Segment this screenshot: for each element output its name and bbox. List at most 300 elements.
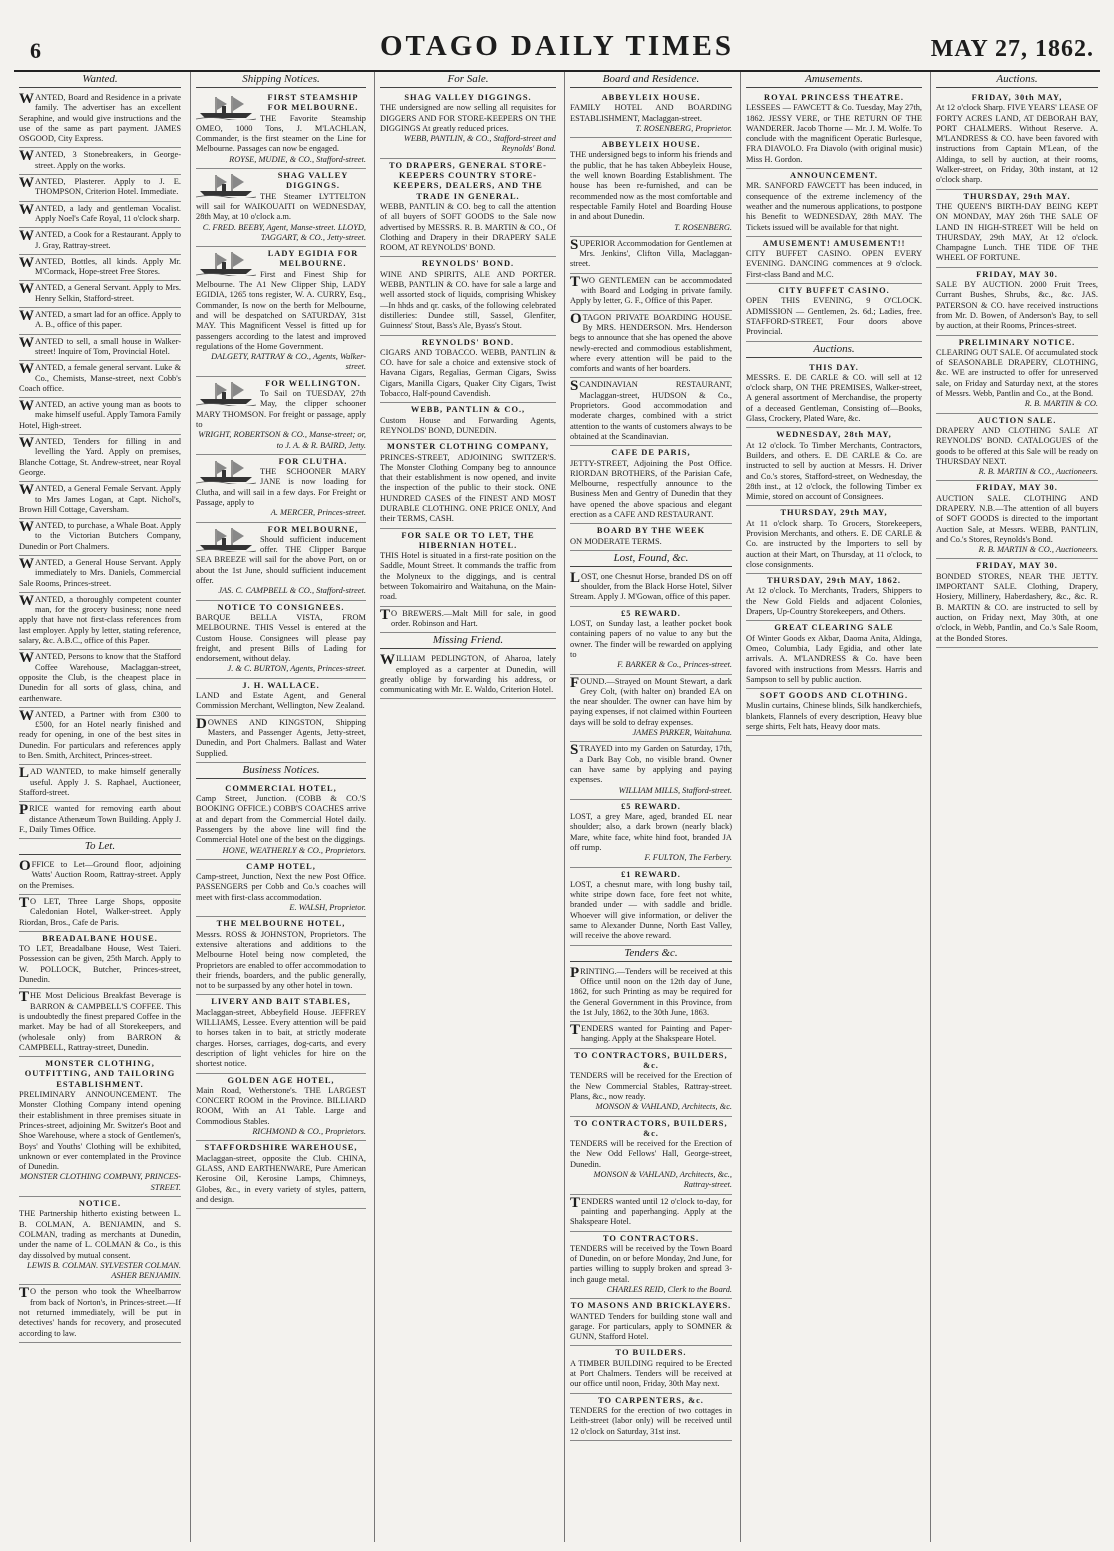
drop-cap: W xyxy=(19,482,34,499)
advertisement xyxy=(19,989,181,1057)
ad-body-text: A TIMBER BUILDING required to be Erected at Port Chalmers. Tenders will be received at our office until noon, Friday, 30th May next. xyxy=(570,1358,732,1389)
advertisement xyxy=(746,284,922,341)
ad-body-text: AD WANTED, to make himself generally useful. Apply J. S. Raphael, Auctioneer, Stafford-street. xyxy=(19,767,181,797)
ad-body-text: TENDERS will be received for the Erection of the New Commercial Stables, Rattray-street. Plans, &c., now ready. xyxy=(570,1071,732,1101)
ad-body-text: ANTED, Tenders for filling in and levelling the Yard. Apply on premises, Blanche Cottage, St. Andrew-street, near Royal George. xyxy=(19,437,181,477)
advertisement xyxy=(936,190,1098,268)
ad-body-text: THE undersigned begs to inform his friends and the public, that he has taken Abbeyleix House, the well known Boarding Establishment. The house has been re-furnished, and can be recommended now as the most comfortable and respectable Family Hotel and Boarding House in and about Dunedin. xyxy=(570,150,732,222)
section-heading: Auctions. xyxy=(746,342,922,358)
advertisement xyxy=(196,601,366,679)
advertisement xyxy=(936,336,1098,414)
ad-heading: CITY BUFFET CASINO. xyxy=(778,286,890,296)
advertisement xyxy=(19,765,181,802)
ad-body-text: To Sail on TUESDAY, 27th May, the clipper schooner MARY THOMSON. For freight or passage, apply to xyxy=(196,389,366,429)
advertisement xyxy=(19,482,181,519)
ad-heading: TO BUILDERS. xyxy=(615,1348,687,1358)
advertisement xyxy=(570,570,732,607)
drop-cap: W xyxy=(19,435,34,452)
advertisement xyxy=(19,895,181,932)
advertisement xyxy=(196,455,366,523)
ad-heading: THURSDAY, 29th MAY. xyxy=(963,191,1071,201)
advertisement xyxy=(19,148,181,175)
advertisement xyxy=(19,435,181,482)
ad-body-text: ANTED, to purchase, a Whale Boat. Apply to the Victorian Butchers Company, Dunedin or Port Chalmers. xyxy=(19,521,181,551)
ad-body-text: ON MODERATE TERMS. xyxy=(570,536,662,546)
newspaper-column xyxy=(374,72,561,1542)
ad-body-text: Muslin curtains, Chinese blinds, Silk handkerchiefs, blankets, Flannels of every description, Heavy blue serge shirts, Felt hats, Heavy door mats. xyxy=(746,701,922,732)
ad-signature: JAS. C. CAMPBELL & CO., Stafford-street. xyxy=(218,586,366,596)
ad-body-text: CANDINAVIAN RESTAURANT, Maclaggan-street, HUDSON & Co., Proprietors. Good accommodation and moderate charges, combined with a strict attention to the wants of customers always to be obtained at the Scandinavian. xyxy=(570,380,732,441)
ad-heading: PRELIMINARY NOTICE. xyxy=(958,337,1076,347)
newspaper-column xyxy=(930,72,1103,1542)
advertisement xyxy=(196,917,366,995)
ad-heading: MONSTER CLOTHING COMPANY, xyxy=(386,442,550,452)
advertisement xyxy=(19,858,181,895)
ad-heading: THIS DAY. xyxy=(809,362,859,372)
ad-signature: ROYSE, MUDIE, & CO., Stafford-street. xyxy=(229,154,366,164)
advertisement xyxy=(196,1074,366,1142)
ad-heading: £5 REWARD. xyxy=(621,801,681,811)
ad-body-text: CLEARING OUT SALE. Of accumulated stock of SEASONABLE DRAPERY, CLOTHING, &c. WE are instructed to offer for unreserved sale, on Friday and Saturday next, at the stores of Messrs. Webb, Pantlin and Co., at the Bond. xyxy=(936,347,1098,399)
ad-body-text: THE Steamer LYTTELTON will sail for WAIKOUAITI on WEDNESDAY, 28th May, at 10 o'clock a.m. xyxy=(196,191,366,222)
advertisement xyxy=(570,607,732,675)
ad-heading: BOARD BY THE WEEK xyxy=(596,526,706,536)
ad-heading: SHAG VALLEY DIGGINGS. xyxy=(404,93,532,102)
ad-heading: J. H. WALLACE. xyxy=(242,680,320,690)
drop-cap: W xyxy=(19,308,34,325)
section-heading: Wanted. xyxy=(19,72,181,88)
drop-cap: W xyxy=(19,592,34,609)
ad-body-text: UPERIOR Accommodation for Gentlemen at Mrs. Jenkins', Clifton Villa, Maclaggan-street. xyxy=(570,238,732,269)
advertisement xyxy=(196,860,366,917)
advertisement xyxy=(570,868,732,946)
ad-heading: REYNOLDS' BOND. xyxy=(421,337,515,347)
ad-heading: THE MELBOURNE HOTEL, xyxy=(216,919,346,929)
ad-heading: BREADALBANE HOUSE. xyxy=(42,933,158,943)
ad-body-text: O BREWERS.—Malt Mill for sale, in good order. Robinson and Hart. xyxy=(391,608,556,628)
ad-signature: E. WALSH, Proprietor. xyxy=(289,903,366,913)
ad-heading: AUCTION SALE. xyxy=(977,415,1057,425)
ad-body-text: FFICE to Let—Ground floor, adjoining Watts' Auction Room, Rattray-street. Apply on the Premises. xyxy=(19,860,181,890)
advertisement xyxy=(746,237,922,284)
advertisement xyxy=(196,247,366,377)
ad-body-text: O the person who took the Wheelbarrow from back of Norton's, in Princes-street.—If not returned immediately, will be put in detectives' hands for recovery, and prosecuted according to law. xyxy=(19,1287,181,1338)
advertisement xyxy=(570,378,732,446)
drop-cap: W xyxy=(19,175,34,192)
ad-signature: F. BARKER & Co., Princes-street. xyxy=(617,660,732,670)
advertisement xyxy=(570,138,732,237)
ad-body-text: ANTED, an active young man as boots to make himself useful. Apply Tamora Family Hotel, High-street. xyxy=(19,400,181,430)
ad-body-text: At 12 o'clock. To Merchants, Traders, Shippers to the New Gold Fields and adjacent Colonies, Drapers, Up-Country Storekeepers, and Others. xyxy=(746,586,922,617)
advertisement xyxy=(19,708,181,765)
drop-cap: T xyxy=(570,273,581,290)
ad-heading: LADY EGIDIA FOR MELBOURNE. xyxy=(267,249,359,269)
drop-cap: L xyxy=(19,765,30,782)
ad-body-text: THE Partnership hitherto existing between L. B. COLMAN, A. BENJAMIN, and S. COLMAN, trading as merchants at Dunedin, under the name of L. COLMAN & Co., is this day dissolved by mutual consent. xyxy=(19,1209,181,1260)
advertisement xyxy=(196,679,366,716)
ad-heading: SHAG VALLEY DIGGINGS. xyxy=(277,171,349,191)
ad-heading: FRIDAY, MAY 30. xyxy=(976,561,1058,571)
drop-cap: W xyxy=(19,148,34,165)
advertisement xyxy=(196,377,366,455)
ad-body-text: MR. SANFORD FAWCETT has been induced, in consequence of the extreme inclemency of the weather and the numerous applications, to postpone his Benefit to WEDNESDAY, 28th MAY. The Tickets issued will be available for that night. xyxy=(746,181,922,232)
ad-body-text: ENDERS wanted for Painting and Paper-hanging. Apply at the Shakspeare Hotel. xyxy=(581,1024,732,1044)
ship-icon xyxy=(196,250,256,276)
ad-body-text: BONDED STORES, NEAR THE JETTY. IMPORTANT SALE. Clothing, Drapery, Hosiery, Millinery, Haberdashery, &c., &c. R. B. MARTIN & CO. are instructed to sell by auction, on Friday next, May 30th, at one o'clock, in Webb, Pantlin, and Co.'s Sale Room, at the Bonded Stores. xyxy=(936,571,1098,643)
drop-cap: T xyxy=(19,1285,30,1302)
ad-signature: A. MERCER, Princes-street. xyxy=(270,508,366,518)
ad-body-text: Maclaggan-street, Abbeyfield House. JEFFREY WILLIAMS, Lessee. Every attention will be paid to horses taken in to bait, at strictly moderate charges. Horses, carriages, dog-carts, and every description of light vehicles for hire on the shortest notice. xyxy=(196,1007,366,1069)
ad-body-text: MESSRS. E. DE CARLE & CO. will sell at 12 o'clock sharp, ON THE PREMISES, Walker-street, A general assortment of Merchandise, the property of a deceased Gentleman, Consisting of—Books, Glass, Crockery, Plated Ware, &c. xyxy=(746,372,922,424)
advertisement xyxy=(570,1195,732,1232)
advertisement xyxy=(936,414,1098,482)
section-heading: Auctions. xyxy=(936,72,1098,88)
ad-body-text: CIGARS AND TOBACCO. WEBB, PANTLIN & CO. have for sale a choice and extensive stock of Havana Cigars, Regalias, German Cigars, Swiss Cigars, Manilla Cigars, Quaker City Cigars, Twist Tobacco, Half-pound Cavendish. xyxy=(380,347,556,399)
drop-cap: W xyxy=(19,254,34,271)
drop-cap: T xyxy=(570,1194,581,1211)
advertisement xyxy=(936,268,1098,336)
advertisement xyxy=(196,716,366,763)
ad-body-text: LAND and Estate Agent, and General Commission Merchant, Wellington, New Zealand. xyxy=(196,691,366,711)
advertisement xyxy=(746,621,922,689)
ad-body-text: THE Favorite Steamship OMEO, 1000 Tons, J. M'LACHLAN, Commander, is the first steamer on the Line for Melbourne. Passages can now be engaged. xyxy=(196,113,366,154)
ad-body-text: ANTED, a smart lad for an office. Apply to A. B., office of this paper. xyxy=(35,310,181,330)
ad-body-text: ENDERS wanted until 12 o'clock to-day, for painting and paperhanging. Apply at the Shakspeare Hotel. xyxy=(570,1196,732,1227)
advertisement xyxy=(19,361,181,398)
ad-heading: COMMERCIAL HOTEL, xyxy=(225,783,337,793)
ad-heading: TO MASONS AND BRICKLAYERS. xyxy=(570,1301,732,1311)
ad-signature: WRIGHT, ROBERTSON & CO., Manse-street; or, to J. A. & R. BAIRD, Jetty. xyxy=(198,430,366,450)
ad-body-text: First and Finest Ship for Melbourne. The A1 New Clipper Ship, LADY EGIDIA, 1265 tons register, W. A. CURRY, Esq., Commander, Is now on the berth for Melbourne, and will be despatched on SATURDAY, 31st MAY. This Magnificent Vessel is fitted up for passengers according to the latest and improved regulations of the Home Government. xyxy=(196,269,366,351)
ad-heading: FRIDAY, MAY 30. xyxy=(976,269,1058,279)
ship-icon xyxy=(196,172,256,198)
ad-signature: R. B. MARTIN & CO., Auctioneers. xyxy=(978,545,1098,555)
ad-body-text: Of Winter Goods ex Akbar, Daoma Anita, Aldinga, Omeo, Columbia, Lady Egidia, and other late arrivals. A. M'LANDRESS & Co. have been favored with instructions from Messrs. Harris and Sampson to sell by public auction. xyxy=(746,633,922,684)
ad-body-text: ANTED, Plasterer. Apply to J. E. THOMPSON, Criterion Hotel. Immediate. xyxy=(35,177,181,197)
drop-cap: S xyxy=(570,236,579,253)
ad-body-text: ANTED, a female general servant. Luke & Co., Chemists, Manse-street, next Cobb's Coach office. xyxy=(19,363,181,393)
section-heading: Amusements. xyxy=(746,72,922,88)
ad-body-text: JETTY-STREET, Adjoining the Post Office. RIORDAN BROTHERS, of the Parisian Cafe, Melbourne, respectfully announce to the Business Men and Gentry of Dunedin that they have opened the above spacious and elegant erection as a CAFE AND RESTAURANT. xyxy=(570,458,732,519)
drop-cap: W xyxy=(19,201,34,218)
advertisement xyxy=(19,281,181,308)
advertisement xyxy=(19,519,181,556)
advertisement xyxy=(380,91,556,159)
ad-signature: R. B. MARTIN & CO. xyxy=(1024,399,1098,409)
ad-body-text: RICE wanted for removing earth about distance Athenæum Town Building. Apply J. F., Daily Times Office. xyxy=(19,804,181,834)
ad-body-text: TENDERS will be received by the Town Board of Dunedin, on or before Monday, 2nd June, for parties willing to supply broken and spread 3-inch gauge metal. xyxy=(570,1243,732,1284)
advertisement xyxy=(746,428,922,506)
advertisement xyxy=(19,228,181,255)
ad-body-text: At 11 o'clock sharp. To Grocers, Storekeepers, Provision Merchants, and others. E. DE CARLE & Co. are instructed by the Importers to sell by auction at their Mart, on Thursday, at 11 o'clock, to close consignments. xyxy=(746,518,922,569)
ad-body-text: OUND.—Strayed on Mount Stewart, a dark Grey Colt, (with halter on) branded EA on the near shoulder. The owner can have him by paying expenses, if not claimed within Fourteen days will be sold to defray expenses. xyxy=(570,676,732,727)
drop-cap: F xyxy=(570,674,580,691)
ad-body-text: THE QUEEN'S BIRTH-DAY BEING KEPT ON MONDAY, MAY 26th THE SALE OF LAND IN HIGH-STREET Will be held on THURSDAY, 29th MAY, At 12 o'clock. Champagne Lunch. THE TIDE OF THE WHEEL OF FORTUNE. xyxy=(936,201,1098,263)
ad-heading: TO CONTRACTORS, BUILDERS, &c. xyxy=(574,1118,728,1138)
advertisement xyxy=(196,995,366,1073)
advertisement xyxy=(196,169,366,247)
drop-cap: W xyxy=(19,361,34,378)
ad-signature: MONSTER CLOTHING COMPANY, PRINCES-STREET. xyxy=(19,1172,181,1192)
ad-heading: £1 REWARD. xyxy=(621,869,681,879)
ad-heading: STAFFORDSHIRE WAREHOUSE, xyxy=(204,1143,358,1153)
ad-body-text: RINTING.—Tenders will be received at this Office until noon on the 12th day of June, 1862, for such Printing as may be required for the General Government in this Province, from the 1st July, 1862, to the 30th June, 1863. xyxy=(570,966,732,1017)
drop-cap: W xyxy=(380,652,395,669)
ad-heading: ABBEYLEIX HOUSE. xyxy=(601,140,701,150)
ad-body-text: TENDERS will be received for the Erection of the New Odd Fellows' Hall, George-street, Dunedin. xyxy=(570,1139,732,1169)
ad-body-text: ANTED, a thoroughly competent counter man, for the grocery business; none need apply that have not first-class references from last employer. Apply by letter, stating reference, salary, &c. A.B.C., office of this Paper. xyxy=(19,594,181,646)
ad-heading: FRIDAY, 30th MAY, xyxy=(971,93,1063,102)
ad-body-text: WEBB, PANTLIN & CO. beg to call the attention of all buyers of SOFT GOODS to the Sale now advertised by MESSRS. R. B. MARTIN & CO., Of Clothing and Drapery in their DRAPERY SALE ROOM, AT REYNOLDS' BOND. xyxy=(380,201,556,253)
drop-cap: D xyxy=(196,715,207,732)
ad-heading: ROYAL PRINCESS THEATRE. xyxy=(764,93,904,102)
advertisement xyxy=(19,202,181,229)
drop-cap: W xyxy=(19,555,34,572)
ad-body-text: PRINCES-STREET, ADJOINING SWITZER'S. The Monster Clothing Company beg to announce that their establishment is now opened, and invite the inspection of the public to their stock. ONE HUNDRED CASES of the FINEST AND MOST DURABLE CLOTHING. ONE PRICE ONLY, And their TERMS, CASH. xyxy=(380,452,556,524)
ad-heading: FOR MELBOURNE, xyxy=(267,524,359,534)
advertisement xyxy=(936,559,1098,647)
ad-heading: GOLDEN AGE HOTEL, xyxy=(227,1075,335,1085)
masthead xyxy=(14,26,1100,72)
drop-cap: W xyxy=(19,519,34,536)
advertisement xyxy=(19,308,181,335)
advertisement xyxy=(570,1022,732,1049)
ad-body-text: LESSEES — FAWCETT & Co. Tuesday, May 27th, 1862. JESSY VERE, or THE RETURN OF THE WANDERER. Jacob Thorne — Mr. J. M. Wolfe. To conclude with the magnificent Operatic Burlesque, FRA DIAVOLO. Fra Diavolo (with original music) Miss H. Gordon. xyxy=(746,103,922,164)
drop-cap: T xyxy=(570,1022,581,1039)
ad-body-text: TRAYED into my Garden on Saturday, 17th, a Dark Bay Cob, no visible brand. Owner can have same by applying and paying expenses. xyxy=(570,744,732,785)
ad-body-text: WANTED Tenders for building stone wall and garage. For particulars, apply to SOMNER & GUNN, Stafford Hotel. xyxy=(570,1311,732,1342)
advertisement xyxy=(196,1141,366,1209)
drop-cap: P xyxy=(570,964,580,981)
ad-heading: CAFE DE PARIS, xyxy=(611,448,691,458)
newspaper-column xyxy=(190,72,371,1542)
advertisement xyxy=(19,593,181,650)
advertisement xyxy=(570,1299,732,1346)
advertisement xyxy=(936,481,1098,559)
ad-signature: J. & C. BURTON, Agents, Princes-street. xyxy=(227,664,366,674)
ad-body-text: WINE AND SPIRITS, ALE AND PORTER. WEBB, PANTLIN & CO. have for sale a large and well assorted stock of liquids, comprising Whiskey—In hhds and qr. casks, of the following celebrated distilleries: Dundee still, Sassel, Glenfiter, Guinness' Stout, Bass's Ale, Byass's Stout. xyxy=(380,269,556,331)
ad-signature: T. ROSENBERG, Proprietor. xyxy=(635,123,732,133)
ad-body-text: TAGON PRIVATE BOARDING HOUSE. By MRS. HENDERSON. Mrs. Henderson begs to announce that she has opened the above newly-erected and commodious establishment, where every attention will be paid to the comforts and wants of her boarders. xyxy=(570,312,732,374)
ad-body-text: ANTED, a General House Servant. Apply immediately to Mrs. Daniels, Commercial Sale Rooms, Princes-street. xyxy=(19,557,181,588)
ad-signature: RICHMOND & CO., Proprietors. xyxy=(252,1127,366,1137)
advertisement xyxy=(19,802,181,839)
advertisement xyxy=(380,403,556,440)
ad-heading: ABBEYLEIX HOUSE. xyxy=(601,93,701,102)
ad-body-text: ANTED, a Cook for a Restaurant. Apply to J. Gray, Rattray-street. xyxy=(35,230,181,250)
ad-signature: MONSON & VAHLAND, Architects, &c., Rattray-street. xyxy=(593,1170,732,1190)
ship-icon xyxy=(196,94,256,120)
ad-body-text: ANTED, a General Servant. Apply to Mrs. Henry Selkin, Stafford-street. xyxy=(35,283,181,303)
advertisement xyxy=(936,91,1098,190)
section-heading: Lost, Found, &c. xyxy=(570,551,732,567)
advertisement xyxy=(570,524,732,551)
ad-heading: FOR CLUTHA. xyxy=(278,456,348,466)
ad-body-text: O LET, Three Large Shops, opposite Caledonian Hotel, Walker-street. Apply Riordan, Bros., Cafe de Paris. xyxy=(19,897,181,927)
ad-body-text: PRELIMINARY ANNOUNCEMENT. The Monster Clothing Company intend opening their establishment in three premises situate in Princes-street, adjoining Mr. Switzer's Boot and Shoe Warehouse, where a stock of Gentlemen's, Boys' and Youths' Clothing will be exhibited, unknown or ever contemplated in the Province of Dunedin. xyxy=(19,1090,181,1172)
advertisement xyxy=(570,1346,732,1393)
ad-signature: HONE, WEATHERLY & CO., Proprietors. xyxy=(222,845,366,855)
ad-body-text: ILLIAM PEDLINGTON, of Aharoa, lately employed as a carpenter at Dunedin, will greatly oblige by forwarding his address, or communicating with Mr. E. Waldo, Criterion Hotel. xyxy=(380,654,556,695)
advertisement xyxy=(380,652,556,699)
ad-body-text: WO GENTLEMEN can be accommodated with Board and Lodging in private family. Apply by letter, G. F., Office of this Paper. xyxy=(570,275,732,306)
ad-body-text: At 12 o'clock Sharp. FIVE YEARS' LEASE OF FORTY ACRES LAND, AT DEBORAH BAY, PORT CHALMERS. Without Reserve. A. M'LANDRESS & CO. have been favored with instructions from Captain M'Lean, of the Aldinga, to sell by auction, at their rooms, Walker-street, on Friday, 30th instant, at 12 o'clock sharp. xyxy=(936,103,1098,185)
advertisement xyxy=(746,506,922,574)
ad-signature: T. ROSENBERG. xyxy=(674,222,732,232)
advertisement xyxy=(746,689,922,736)
drop-cap: T xyxy=(19,989,30,1006)
ad-body-text: LOST, a grey Mare, aged, branded EL near shoulder; also, a dark brown (nearly black) Mare, white face, white hind foot, branded JA off rump. xyxy=(570,812,732,852)
drop-cap: T xyxy=(19,895,30,911)
ad-signature: LEWIS B. COLMAN. SYLVESTER COLMAN. ASHER BENJAMIN. xyxy=(27,1260,181,1281)
ad-body-text: Should sufficient inducement offer. THE Clipper Barque SEA BREEZE will sail for the above Port, on or about the 1st June, should sufficient inducement offer. xyxy=(196,534,366,586)
advertisement xyxy=(746,169,922,237)
ad-body-text: BARQUE BELLA VISTA, FROM MELBOURNE. THIS Vessel is entered at the Custom House. Consignees will please pay freight, and present Bills of Lading for endorsement, without delay. xyxy=(196,612,366,664)
advertisement xyxy=(19,335,181,362)
advertisement xyxy=(570,1394,732,1441)
advertisement xyxy=(570,675,732,743)
ad-heading: £5 REWARD. xyxy=(621,608,681,618)
ad-heading: TO CARPENTERS, &c. xyxy=(598,1395,704,1405)
advertisement xyxy=(196,782,366,860)
advertisement xyxy=(380,440,556,528)
ad-heading: GREAT CLEARING SALE xyxy=(774,623,894,633)
ad-body-text: CITY BUFFET CASINO. OPEN EVERY EVENING. DANCING commences at 9 o'clock. First-class Band and M.C. xyxy=(746,249,922,279)
advertisement xyxy=(19,91,181,148)
ad-signature: CHARLES REID, Clerk to the Board. xyxy=(606,1284,732,1294)
advertisement xyxy=(570,1049,732,1117)
drop-cap: W xyxy=(19,707,34,724)
section-heading: Missing Friend. xyxy=(380,633,556,649)
ad-body-text: ANTED, a General Female Servant. Apply to Mrs James Logan, at Capt. Nichol's, Brown Hill Cottage, Caversham. xyxy=(19,484,181,514)
drop-cap: S xyxy=(570,378,579,395)
drop-cap: W xyxy=(19,398,34,415)
ship-icon xyxy=(196,458,256,484)
advertisement xyxy=(19,556,181,593)
newspaper-column xyxy=(564,72,737,1542)
drop-cap: P xyxy=(19,802,29,819)
section-heading: To Let. xyxy=(19,839,181,855)
advertisement xyxy=(570,965,732,1022)
ad-heading: FRIDAY, MAY 30. xyxy=(976,483,1058,493)
drop-cap: W xyxy=(19,228,34,245)
advertisement xyxy=(196,523,366,601)
ad-heading: MONSTER CLOTHING, OUTFITTING, AND TAILORING ESTABLISHMENT. xyxy=(24,1059,176,1089)
ad-body-text: LOST, a chesnut mare, with long bushy tail, white stripe down face, fore feet not white, branded under — with saddle and bridle. Whoever will give information, or deliver the same to Alexander Dunne, North East Valley, will receive the above reward. xyxy=(570,879,732,941)
drop-cap: T xyxy=(380,606,391,623)
ad-body-text: SALE BY AUCTION. 2000 Fruit Trees, Currant Bushes, Shrubs, &c., &c. JAS. PATERSON & CO. have received instructions from Mr. D. Bowen, of Anderson's Bay, to sell by auction, at their Rooms, Princes-street. xyxy=(936,280,1098,331)
advertisement xyxy=(746,91,922,169)
ad-body-text: FAMILY HOTEL AND BOARDING ESTABLISHMENT, Maclaggan-street. xyxy=(570,103,732,123)
drop-cap: O xyxy=(19,858,31,875)
ad-heading: WEDNESDAY, 28th MAY, xyxy=(776,430,892,440)
advertisement xyxy=(570,742,732,799)
ad-heading: ANNOUNCEMENT. xyxy=(790,171,878,181)
ad-body-text: THE SCHOONER MARY JANE is now loading for Clutha, and will sail in a few days. For Freight or Passage, apply to xyxy=(196,467,366,507)
advertisement xyxy=(19,398,181,435)
ad-body-text: TO LET, Breadalbane House, West Taieri. Possession can be given, 25th March. Apply to W. POLLOCK, Butcher, Princes-street, Dunedin. xyxy=(19,944,181,985)
drop-cap: W xyxy=(19,334,34,351)
ad-body-text: TENDERS for the erection of two cottages in Leith-street (labor only) will be received until 12 o'clock on Saturday, 31st inst. xyxy=(570,1405,732,1436)
ad-body-text: Camp-street, Junction, Next the new Post Office. PASSENGERS per Cobb and Co.'s coaches will meet with first-class accommodation. xyxy=(196,872,366,902)
ad-heading: LIVERY AND BAIT STABLES, xyxy=(211,997,351,1007)
ad-heading: CAMP HOTEL, xyxy=(246,861,316,871)
ad-signature: MONSON & VAHLAND, Architects, &c. xyxy=(595,1102,732,1112)
advertisement xyxy=(570,800,732,868)
ad-heading: FOR WELLINGTON. xyxy=(265,378,361,388)
section-heading: Business Notices. xyxy=(196,763,366,779)
drop-cap: O xyxy=(570,310,582,327)
advertisement xyxy=(570,1232,732,1300)
advertisement xyxy=(19,932,181,989)
advertisement xyxy=(380,607,556,634)
ad-heading: NOTICE. xyxy=(78,1199,122,1209)
advertisement xyxy=(570,311,732,379)
ad-body-text: HE Most Delicious Breakfast Beverage is BARRON & CAMPBELL'S COFFEE. This is undoubtedly the finest prepared Coffee in the market. May be had of all Storekeepers, and (wholesale only) from BARRON & CAMPBELL, Rattray-street, Dunedin. xyxy=(19,991,181,1052)
advertisement xyxy=(19,175,181,202)
ship-icon xyxy=(196,526,256,552)
ad-signature: WEBB, PANTLIN, & CO., Stafford-street and Reynolds' Bond. xyxy=(403,134,556,154)
ad-body-text: Main Road, Wetherstone's. THE LARGEST CONCERT ROOM in the Province. BILLIARD ROOM, With an A1 Table. Large and Commodious Stables. xyxy=(196,1085,366,1126)
ad-body-text: LOST, on Sunday last, a leather pocket book containing papers of no value to any but the owner. The finder will be rewarded on applying to xyxy=(570,619,732,659)
advertisement xyxy=(570,237,732,274)
ad-heading: THURSDAY, 29th MAY, 1862. xyxy=(766,576,902,586)
ad-body-text: At 12 o'clock. To Timber Merchants, Contractors, Builders, and others. E. DE CARLE & Co. are instructed to sell by auction at Messrs. H. Driver and Co.'s stores, Stafford-street, on Wednesday, the 28th inst., at 12 o'clock, the following Timber ex Mimie, stored on account of Consignees. xyxy=(746,440,922,502)
ad-body-text: ANTED, 3 Stonebreakers, in George-street. Apply on the works. xyxy=(35,150,181,170)
ad-signature: DALGETY, RATTRAY & CO., Agents, Walker-street. xyxy=(211,352,366,372)
advertisement xyxy=(196,91,366,169)
ad-body-text: Custom House and Forwarding Agents, REYNOLDS' BOND, DUNEDIN. xyxy=(380,415,556,435)
drop-cap: W xyxy=(19,281,34,298)
ad-body-text: THIS Hotel is situated in a first-rate position on the Saddle, Mount Street. It commands the traffic from the Molyneux to the diggings, and is central between Tokomairiro and Waitahuna, on the Main-road. xyxy=(380,551,556,602)
ad-heading: SOFT GOODS AND CLOTHING. xyxy=(759,691,909,701)
ad-body-text: OST, one Chesnut Horse, branded DS on off shoulder, from the Black Horse Hotel, Silver Stream. Apply J. M'Gowan, office of this paper. xyxy=(570,571,732,602)
ad-body-text: Maclaggan-street, opposite the Club. CHINA, GLASS, AND EARTHENWARE, Pure American Kerosine Oil, Kerosine Lamps, Chimneys, Globes, &c., in every variety of styles, pattern, and design. xyxy=(196,1153,366,1204)
ad-body-text: OWNES AND KINGSTON, Shipping Masters, and Passenger Agents, Jetty-street, Dunedin, and Port Chalmers. Ballast and Water Supplied. xyxy=(196,717,366,758)
ad-signature: JAMES PARKER, Waitahuna. xyxy=(632,728,732,738)
advertisement xyxy=(19,650,181,707)
newspaper-column xyxy=(14,72,186,1542)
ad-signature: R. B. MARTIN & CO., Auctioneers. xyxy=(978,467,1098,477)
section-heading: Board and Residence. xyxy=(570,72,732,88)
ad-body-text: DRAPERY AND CLOTHING SALE AT REYNOLDS' BOND. CATALOGUES of the goods to be offered at this Sale will be ready on THURSDAY NEXT. xyxy=(936,425,1098,466)
advertisement xyxy=(380,336,556,404)
section-heading: Shipping Notices. xyxy=(196,72,366,88)
drop-cap: W xyxy=(19,650,34,667)
ad-body-text: ANTED, a lady and gentleman Vocalist. Apply Noel's Cafe Royal, 11 o'clock sharp. xyxy=(35,203,181,223)
ad-heading: TO CONTRACTORS. xyxy=(602,1233,700,1243)
drop-cap: L xyxy=(570,569,581,586)
newspaper-title: OTAGO DAILY TIMES xyxy=(380,30,734,62)
ad-body-text: ANTED, Persons to know that the Stafford Coffee Warehouse, Maclaggan-street, opposite the Club, is the cheapest place in Dunedin for all sorts of glass, china, and earthenware. xyxy=(19,652,181,703)
ad-heading: NOTICE TO CONSIGNEES. xyxy=(217,602,345,612)
ad-heading: TO CONTRACTORS, BUILDERS, &c. xyxy=(574,1050,728,1071)
advertisement xyxy=(570,1117,732,1195)
ad-heading: AMUSEMENT! AMUSEMENT!! xyxy=(762,238,906,248)
advertisement xyxy=(19,255,181,282)
section-heading: For Sale. xyxy=(380,72,556,88)
ad-body-text: Messrs. ROSS & JOHNSTON, Proprietors. The extensive alterations and additions to the Melbourne Hotel being now completed, the Proprietors are enabled to offer accommodation to their friends, boarders, and the public generally, not to be surpassed by any other hotel in town. xyxy=(196,929,366,991)
advertisement xyxy=(570,274,732,311)
ad-heading: FIRST STEAMSHIP FOR MELBOURNE. xyxy=(267,93,359,113)
issue-date: MAY 27, 1862. xyxy=(930,36,1094,62)
advertisement xyxy=(380,159,556,258)
ad-body-text: THE undersigned are now selling all requisites for DIGGERS AND FOR STORE-KEEPERS ON THE DIGGINGS At greatly reduced prices. xyxy=(380,103,556,133)
ad-body-text: ANTED, Board and Residence in a private family. The advertiser has an excellent Seraphine, and would give instructions and the use of the same as part payment. JAMES OSGOOD, City Express. xyxy=(19,93,181,144)
page-number: 6 xyxy=(30,38,41,63)
advertisement xyxy=(19,1057,181,1197)
ad-body-text: ANTED, Bottles, all kinds. Apply Mr. M'Cormack, Hope-street Free Stores. xyxy=(35,256,181,277)
